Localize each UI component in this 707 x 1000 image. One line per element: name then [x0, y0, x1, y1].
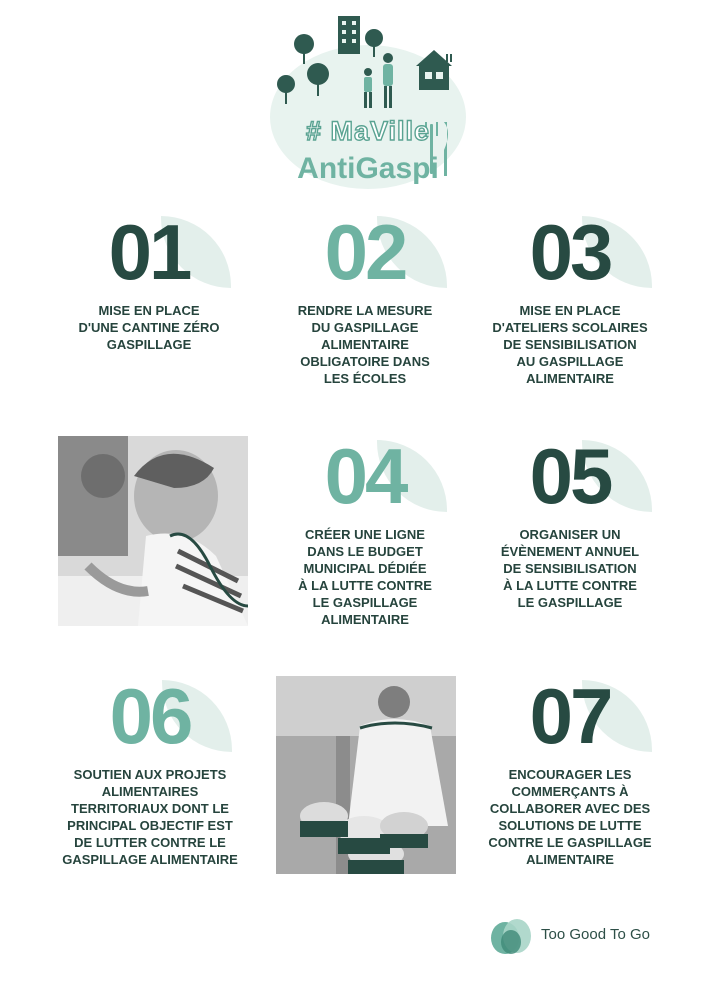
chef-bread-photo: [276, 676, 456, 874]
item-number: 07: [529, 672, 611, 760]
campaign-logo: [268, 12, 468, 192]
item-text: [470, 302, 670, 387]
item-text-line: DANS LE BUDGET: [307, 544, 423, 559]
item-text-line: GASPILLAGE: [106, 337, 192, 352]
item-number: 02: [324, 208, 406, 296]
item-number: 05: [529, 432, 611, 520]
item-number: 01: [108, 208, 190, 296]
chef-photo-illustration: [276, 676, 456, 874]
item-05: [470, 432, 670, 611]
item-number: 06: [109, 672, 191, 760]
item-text-line: PRINCIPAL OBJECTIF EST: [67, 818, 233, 833]
item-text-line: ÉVÈNEMENT ANNUEL: [500, 544, 640, 559]
item-07: [470, 672, 670, 868]
item-text-line: TERRITORIAUX DONT LE: [71, 801, 229, 816]
item-text-line: À LA LUTTE CONTRE: [503, 578, 637, 593]
item-number: 04: [324, 432, 406, 520]
item-text-line: DU GASPILLAGE: [311, 320, 419, 335]
item-text: [265, 302, 465, 387]
item-text-line: AU GASPILLAGE: [516, 354, 624, 369]
child-writing-photo: [58, 436, 248, 626]
item-text-line: RENDRE LA MESURE: [297, 303, 433, 318]
item-text-line: MISE EN PLACE: [519, 303, 621, 318]
item-text-line: LES ÉCOLES: [323, 371, 407, 386]
logo-line-1: # MaVille: [305, 116, 431, 146]
item-02: [265, 208, 465, 387]
item-text: [49, 302, 249, 353]
item-text-line: SOUTIEN AUX PROJETS: [73, 767, 227, 782]
item-text-line: LE GASPILLAGE: [517, 595, 623, 610]
item-text-line: MISE EN PLACE: [98, 303, 200, 318]
item-text-line: ENCOURAGER LES: [508, 767, 632, 782]
item-text-line: ALIMENTAIRE: [321, 337, 409, 352]
item-text: [265, 526, 465, 628]
item-06: [50, 672, 250, 868]
item-01: [49, 208, 249, 353]
item-text-line: GASPILLAGE ALIMENTAIRE: [62, 852, 238, 867]
item-text-line: D'ATELIERS SCOLAIRES: [492, 320, 648, 335]
brand-name: Too Good To Go: [541, 926, 650, 943]
item-text-line: CONTRE LE GASPILLAGE: [488, 835, 652, 850]
item-text-line: COMMERÇANTS À: [511, 784, 629, 799]
item-03: [470, 208, 670, 387]
item-text: [50, 766, 250, 868]
item-text-line: ORGANISER UN: [519, 527, 621, 542]
item-text-line: CRÉER UNE LIGNE: [305, 527, 425, 542]
item-text-line: ALIMENTAIRE: [526, 852, 614, 867]
item-text-line: À LA LUTTE CONTRE: [298, 578, 432, 593]
tgtg-logo-icon: [487, 916, 535, 956]
item-text: [470, 766, 670, 868]
item-04: [265, 432, 465, 628]
child-photo-illustration: [58, 436, 248, 626]
tgtg-brand: [487, 916, 657, 956]
item-text-line: ALIMENTAIRES: [101, 784, 199, 799]
item-text-line: DE LUTTER CONTRE LE: [74, 835, 226, 850]
item-text-line: DE SENSIBILISATION: [503, 337, 637, 352]
item-text-line: LE GASPILLAGE: [312, 595, 418, 610]
logo-line-2: AntiGaspi: [297, 152, 439, 185]
item-text-line: ALIMENTAIRE: [321, 612, 409, 627]
item-text-line: ALIMENTAIRE: [526, 371, 614, 386]
item-text-line: D'UNE CANTINE ZÉRO: [78, 320, 220, 335]
item-text-line: OBLIGATOIRE DANS: [300, 354, 430, 369]
item-number: 03: [529, 208, 611, 296]
item-text: [470, 526, 670, 611]
item-text-line: COLLABORER AVEC DES: [489, 801, 651, 816]
item-text-line: SOLUTIONS DE LUTTE: [498, 818, 642, 833]
item-text-line: MUNICIPAL DÉDIÉE: [303, 561, 427, 576]
item-text-line: DE SENSIBILISATION: [503, 561, 637, 576]
